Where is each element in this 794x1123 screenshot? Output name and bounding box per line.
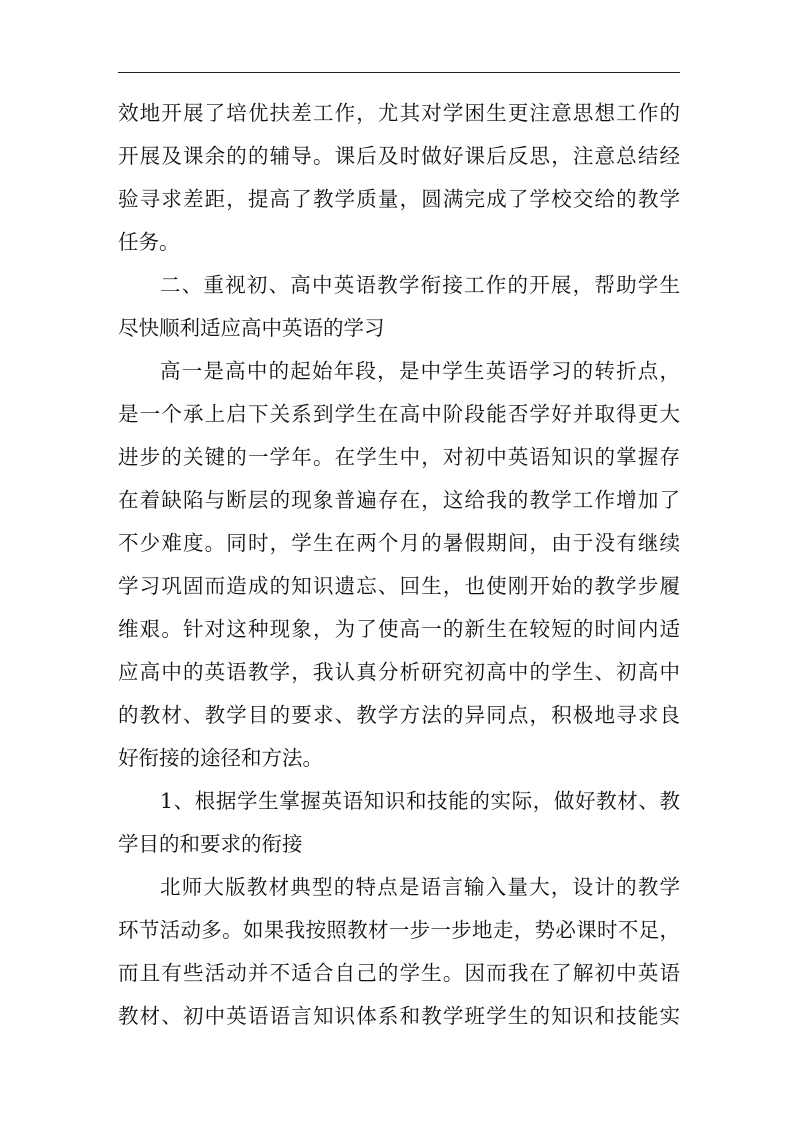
text-line: 好衔接的途径和方法。 <box>118 746 323 770</box>
text-line: 学习巩固而造成的知识遗忘、回生，也使刚开始的教学步履 <box>118 574 680 598</box>
text-line: 进步的关键的一学年。在学生中，对初中英语知识的掌握存 <box>118 445 680 469</box>
text-line: 的教材、教学目的要求、教学方法的异同点，积极地寻求良 <box>118 703 680 727</box>
text-line: 应高中的英语教学，我认真分析研究初高中的学生、初高中 <box>118 660 680 684</box>
text-line: 验寻求差距，提高了教学质量，圆满完成了学校交给的教学 <box>118 187 680 211</box>
text-line: 效地开展了培优扶差工作，尤其对学困生更注意思想工作的 <box>118 101 680 125</box>
text-line: 教材、初中英语语言知识体系和教学班学生的知识和技能实 <box>118 1004 680 1028</box>
text-line: 在着缺陷与断层的现象普遍存在，这给我的教学工作增加了 <box>118 488 680 512</box>
text-line: 北师大版教材典型的特点是语言输入量大，设计的教学 <box>160 875 680 899</box>
text-line: 任务。 <box>118 230 180 254</box>
text-line: 不少难度。同时，学生在两个月的暑假期间，由于没有继续 <box>118 531 680 555</box>
text-line: 而且有些活动并不适合自己的学生。因而我在了解初中英语 <box>118 961 680 985</box>
subsection-heading-line: 1、根据学生掌握英语知识和技能的实际，做好教材、教 <box>160 789 680 813</box>
text-line: 维艰。针对这种现象，为了使高一的新生在较短的时间内适 <box>118 617 680 641</box>
section-heading-line: 尽快顺利适应高中英语的学习 <box>118 316 385 340</box>
text-line: 开展及课余的的辅导。课后及时做好课后反思，注意总结经 <box>118 144 680 168</box>
section-heading-line: 二、重视初、高中英语教学衔接工作的开展，帮助学生 <box>160 273 680 297</box>
subsection-heading-line: 学目的和要求的衔接 <box>118 832 303 856</box>
text-line: 是一个承上启下关系到学生在高中阶段能否学好并取得更大 <box>118 402 680 426</box>
header-rule <box>118 72 680 73</box>
document-body <box>118 92 680 1038</box>
text-line: 环节活动多。如果我按照教材一步一步地走，势必课时不足， <box>118 918 680 942</box>
text-line: 高一是高中的起始年段，是中学生英语学习的转折点， <box>160 359 680 383</box>
